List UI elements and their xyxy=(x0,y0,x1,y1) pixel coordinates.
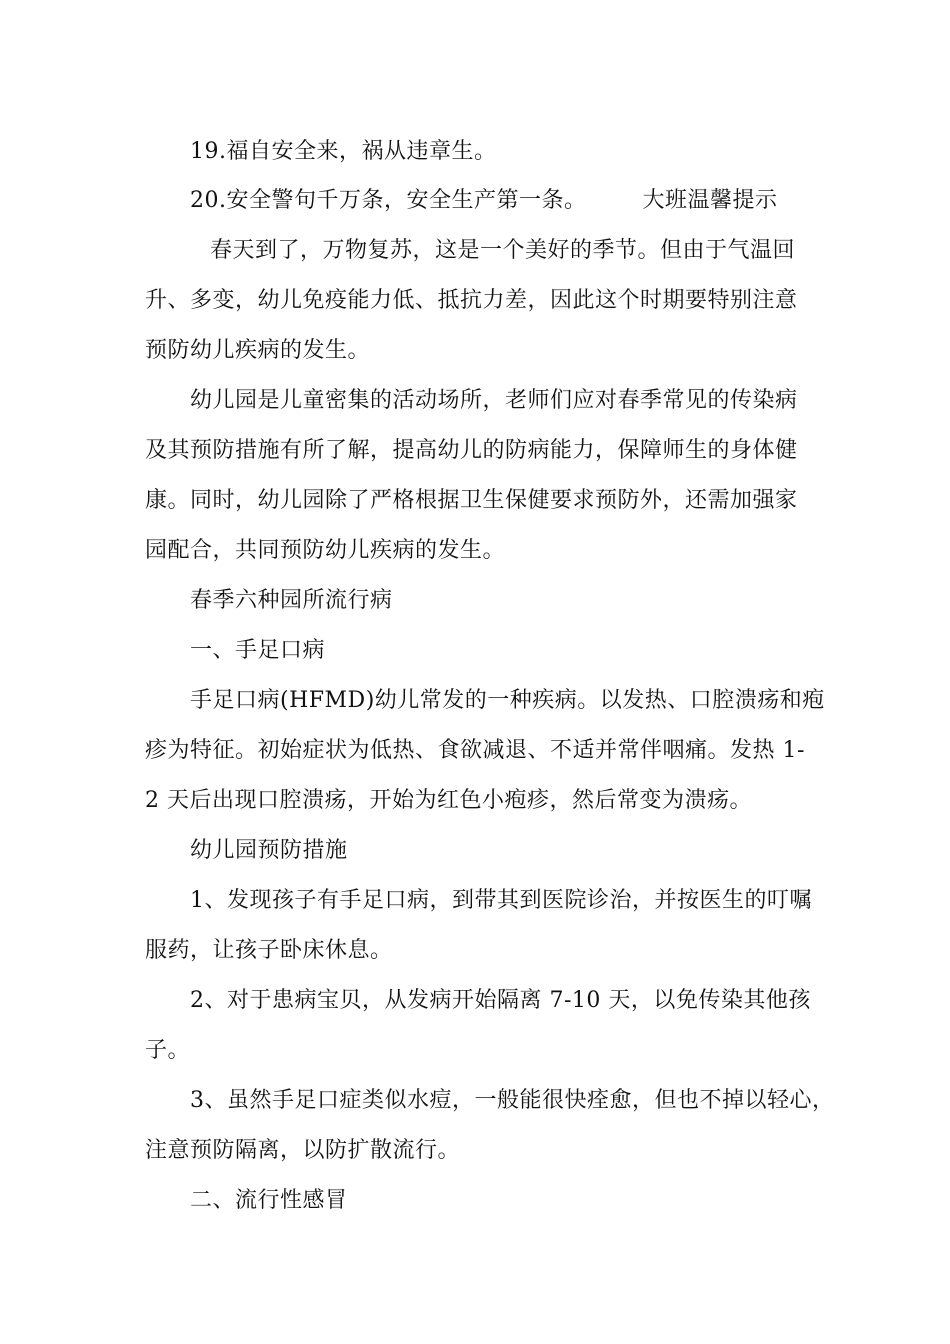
paragraph-line: 康。同时，幼儿园除了严格根据卫生保健要求预防外，还需加强家 xyxy=(145,488,798,513)
text-segment: 20.安全警句千万条，安全生产第一条。 xyxy=(190,188,587,213)
paragraph-line: 手足口病(HFMD)幼儿常发的一种疾病。以发热、口腔溃疡和疱 xyxy=(190,688,825,713)
list-item-line: 3、虽然手足口症类似水痘，一般能很快痊愈，但也不掉以轻心， xyxy=(190,1088,835,1113)
list-item-line: 2、对于患病宝贝，从发病开始隔离 7-10 天，以免传染其他孩 xyxy=(190,988,811,1013)
paragraph-line: 升、多变，幼儿免疫能力低、抵抗力差，因此这个时期要特别注意 xyxy=(145,288,798,313)
paragraph-line: 园配合，共同预防幼儿疾病的发生。 xyxy=(145,538,506,563)
section-heading: 春季六种园所流行病 xyxy=(190,588,393,613)
list-item-line: 服药，让孩子卧床休息。 xyxy=(145,938,393,963)
list-item-line: 1、发现孩子有手足口病，到带其到医院诊治，并按医生的叮嘱 xyxy=(190,888,812,913)
text-line: 19.福自安全来，祸从违章生。 xyxy=(190,139,497,164)
list-item-line: 注意预防隔离，以防扩散流行。 xyxy=(145,1138,461,1163)
text-segment: 大班温馨提示 xyxy=(642,188,778,213)
paragraph-line: 及其预防措施有所了解，提高幼儿的防病能力，保障师生的身体健 xyxy=(145,438,798,463)
paragraph-line: 春天到了，万物复苏，这是一个美好的季节。但由于气温回 xyxy=(210,238,796,263)
section-heading: 二、流行性感冒 xyxy=(190,1188,348,1213)
list-item-line: 子。 xyxy=(145,1038,191,1063)
section-heading: 一、手足口病 xyxy=(190,638,326,663)
text-line xyxy=(190,186,778,216)
section-heading: 幼儿园预防措施 xyxy=(190,838,348,863)
paragraph-line: 2 天后出现口腔溃疡，开始为红色小疱疹，然后常变为溃疡。 xyxy=(145,788,752,813)
paragraph-line: 幼儿园是儿童密集的活动场所，老师们应对春季常见的传染病 xyxy=(190,388,798,413)
paragraph-line: 预防幼儿疾病的发生。 xyxy=(145,338,371,363)
paragraph-line: 疹为特征。初始症状为低热、食欲减退、不适并常伴咽痛。发热 1- xyxy=(145,738,805,763)
